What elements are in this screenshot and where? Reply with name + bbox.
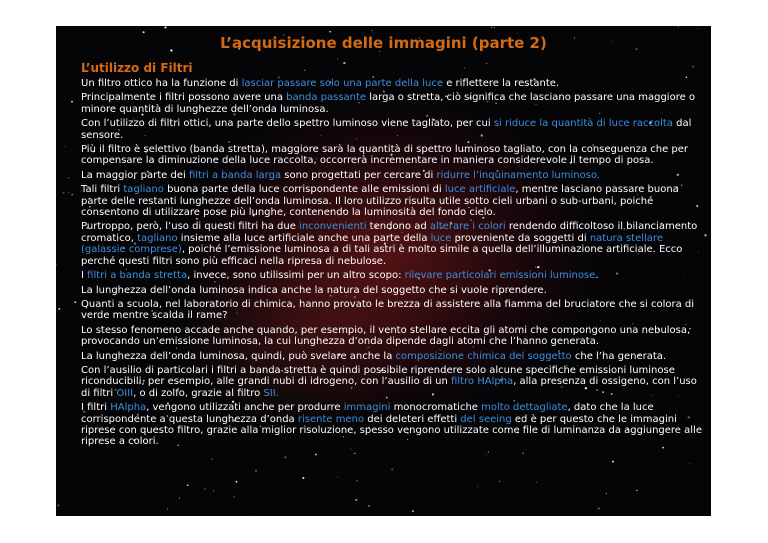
star xyxy=(236,481,238,483)
paragraph-text: Principalmente i filtri possono avere una xyxy=(81,92,287,104)
star xyxy=(58,308,60,310)
star xyxy=(354,453,356,455)
paragraph xyxy=(81,402,706,448)
star xyxy=(63,192,65,194)
star xyxy=(464,68,465,69)
star xyxy=(284,456,286,458)
paragraph xyxy=(81,92,706,115)
highlighted-text: luce artificiale xyxy=(444,184,516,196)
paragraph-text: . xyxy=(595,270,599,282)
highlighted-text: molto dettagliate xyxy=(481,402,568,414)
section-subtitle: L’utilizzo di Filtri xyxy=(81,61,193,75)
highlighted-text: banda passante xyxy=(286,92,367,104)
paragraph-text: monocromatiche xyxy=(390,402,482,414)
star xyxy=(402,488,403,489)
paragraph-text: Più il filtro è selettivo (banda stretta), maggiore sarà la quantità di spettro luminoso tagliato, con la conseguenza che per compensare la diminuzione della luce raccolta, occorrerà incrementare in maniera considerevole il tempo di posa. xyxy=(81,144,689,167)
star xyxy=(356,480,358,482)
paragraph-text: La lunghezza dell’onda luminosa, quindi, può svelare anche la xyxy=(81,350,396,362)
paragraph-text: larga o stretta, ciò significa che lasciano passare una maggiore o minore quantità di lunghezze dell’onda luminosa. xyxy=(81,92,696,115)
highlighted-text: OIII xyxy=(116,387,134,399)
star xyxy=(167,508,168,509)
paragraph xyxy=(81,144,706,167)
star xyxy=(302,477,304,479)
paragraph-text: insieme alla luce artificiale anche una parte della xyxy=(177,232,431,244)
paragraph-text: tendono ad xyxy=(366,221,430,233)
star xyxy=(494,27,495,28)
highlighted-text: SII. xyxy=(263,387,279,399)
star xyxy=(697,28,698,29)
paragraph-text: dei deleteri effetti xyxy=(364,413,461,425)
star xyxy=(64,146,65,147)
star xyxy=(315,453,317,455)
paragraph xyxy=(81,365,706,399)
highlighted-text: luce xyxy=(430,232,452,244)
star xyxy=(461,74,462,75)
star xyxy=(337,477,338,478)
paragraph-text: , alla presenza di ossigeno, con l’uso di filtri xyxy=(81,376,697,399)
highlighted-text: inconvenienti xyxy=(299,221,367,233)
paragraph-text: Purtroppo, però, l’uso di questi filtri ha due xyxy=(81,221,300,233)
star xyxy=(486,63,488,65)
star xyxy=(213,490,214,491)
star xyxy=(304,70,306,72)
paragraph-text: ed è per questo che le immagini riprese con questo filtro, grazie alla miglior risoluzione, spesso vengono utilizzate come file di luminanza da aggiungere alle riprese a colori. xyxy=(81,413,702,448)
highlighted-text: si riduce la quantità di luce raccolta xyxy=(493,118,673,130)
star xyxy=(255,470,257,472)
star xyxy=(491,27,492,28)
paragraph xyxy=(81,351,706,362)
paragraph-text: che l’ha generata. xyxy=(571,350,667,362)
star xyxy=(71,194,73,196)
star xyxy=(690,463,691,464)
star xyxy=(355,499,357,501)
highlighted-text: filtri a banda stretta xyxy=(87,270,188,282)
star xyxy=(164,26,166,28)
paragraph-text: , vengono utilizzati anche per produrre xyxy=(146,402,344,414)
star xyxy=(230,494,231,495)
star xyxy=(68,177,70,179)
highlighted-text: lasciar passare solo una parte della luce xyxy=(241,78,444,89)
highlighted-text: del seeing xyxy=(460,413,512,425)
star xyxy=(412,510,414,512)
star xyxy=(143,31,145,33)
slide-title: L’acquisizione delle immagini (parte 2) xyxy=(220,34,547,52)
star xyxy=(204,488,205,489)
star xyxy=(329,31,331,33)
paragraph-text: , dato che la luce corrispondente a questa lunghezza d’onda xyxy=(81,402,654,425)
paragraph xyxy=(81,221,706,267)
star xyxy=(187,484,189,486)
paragraph-text: Un filtro ottico ha la funzione di xyxy=(81,78,242,89)
paragraph-text: Lo stesso fenomeno accade anche quando, per esempio, il vento stellare eccita gli atomi che compongono una nebulosa, provocando un’emissione luminosa, la cui lunghezza d’onda dipende dagli atomi che l’hanno generata. xyxy=(81,324,691,348)
highlighted-text: HAlpha xyxy=(110,402,147,414)
paragraph-text: La maggior parte dei xyxy=(81,169,189,181)
star xyxy=(56,264,57,265)
paragraph-text: Con l’ausilio di particolari i filtri a banda stretta è quindi possibile riprendere solo alcune specifiche emissioni luminose riconducibili, per esempio, alle grandi nubi di idrogeno, con l’ausilio di un xyxy=(81,364,675,388)
star xyxy=(523,453,524,454)
highlighted-text: filtro HAlpha xyxy=(451,376,514,388)
star xyxy=(636,490,637,491)
paragraph-text: Con l’utilizzo di filtri ottici, una parte dello spettro luminoso viene tagliato, per cui xyxy=(81,118,494,130)
slide xyxy=(56,26,711,516)
paragraph xyxy=(81,118,706,141)
paragraph-text: buona parte della luce corrispondente alle emissioni di xyxy=(163,184,445,196)
star xyxy=(678,26,679,27)
highlighted-text: tagliano xyxy=(123,184,164,196)
paragraph xyxy=(81,170,706,181)
star xyxy=(233,496,234,497)
highlighted-text: risente meno xyxy=(297,413,365,425)
highlighted-text: ridurre l’inquinamento luminoso. xyxy=(436,169,601,181)
star xyxy=(606,493,607,494)
highlighted-text: alterare i colori xyxy=(429,221,506,233)
star xyxy=(71,101,73,103)
paragraph xyxy=(81,78,706,89)
star xyxy=(337,59,338,60)
paragraph-text: dal sensore. xyxy=(81,118,692,141)
highlighted-text: rilevare particolari emissioni luminose xyxy=(404,270,596,282)
paragraph xyxy=(81,285,706,296)
star xyxy=(371,30,372,31)
paragraph-text: , invece, sono utilissimi per un altro scopo: xyxy=(187,270,405,282)
paragraph xyxy=(81,270,706,281)
paragraph-text: La lunghezza dell’onda luminosa indica anche la natura del soggetto che si vuole riprendere. xyxy=(81,284,547,296)
highlighted-text: immagini xyxy=(343,402,391,414)
paragraph-text: e riflettere la restante. xyxy=(443,78,560,89)
star xyxy=(692,66,694,68)
star xyxy=(368,505,370,507)
paragraph xyxy=(81,184,706,218)
paragraph-text: I filtri xyxy=(81,402,111,414)
paragraph-text: , o di zolfo, grazie al filtro xyxy=(133,387,264,399)
star xyxy=(249,515,250,516)
paragraph-text: I xyxy=(81,270,88,282)
star xyxy=(74,301,76,303)
star xyxy=(486,454,487,455)
star xyxy=(536,482,537,483)
paragraph-text: sono progettati per cercare di xyxy=(281,169,437,181)
paragraph-text: Tali filtri xyxy=(81,184,124,196)
highlighted-text: filtri a banda larga xyxy=(188,169,282,181)
star xyxy=(488,452,489,453)
highlighted-text: natura stellare (galassie comprese) xyxy=(81,232,663,256)
star xyxy=(477,486,478,487)
star xyxy=(212,458,213,459)
star xyxy=(612,461,614,463)
star xyxy=(179,498,180,499)
star xyxy=(484,29,485,30)
body-text xyxy=(81,78,706,451)
star xyxy=(499,481,500,482)
star xyxy=(106,457,107,458)
star xyxy=(598,507,600,509)
star xyxy=(695,507,696,508)
paragraph-text: rendendo difficoltoso il bilanciamento cromatico, xyxy=(81,221,698,244)
paragraph xyxy=(81,299,706,322)
star xyxy=(343,62,345,64)
paragraph-text: proveniente da soggetti di xyxy=(451,232,590,244)
highlighted-text: composizione chimica del soggetto xyxy=(395,350,572,362)
highlighted-text: tagliano xyxy=(137,232,178,244)
paragraph xyxy=(81,325,706,348)
paragraph-text: , poiché l’emissione luminosa a di tali astri è molto simile a quella dell’illuminazione artificiale. Ecco perché questi filtri sono più efficaci nella ripresa di nebulose. xyxy=(81,244,683,267)
star xyxy=(58,505,60,507)
star xyxy=(391,468,393,470)
star xyxy=(68,192,69,193)
paragraph-text: Quanti a scuola, nel laboratorio di chimica, hanno provato le brezza di assistere alla fiamma del bruciatore che si colora di verde mentre scalda il rame? xyxy=(81,298,695,322)
paragraph-text: , mentre lasciano passare buona parte delle restanti lunghezze dell’onda luminosa. Il loro utilizzo risulta utile sotto cieli urbani o sub-urbani, poiché consentono di utilizzare pose più lunghe, contenendo la luminosità del fondo cielo. xyxy=(81,184,679,219)
